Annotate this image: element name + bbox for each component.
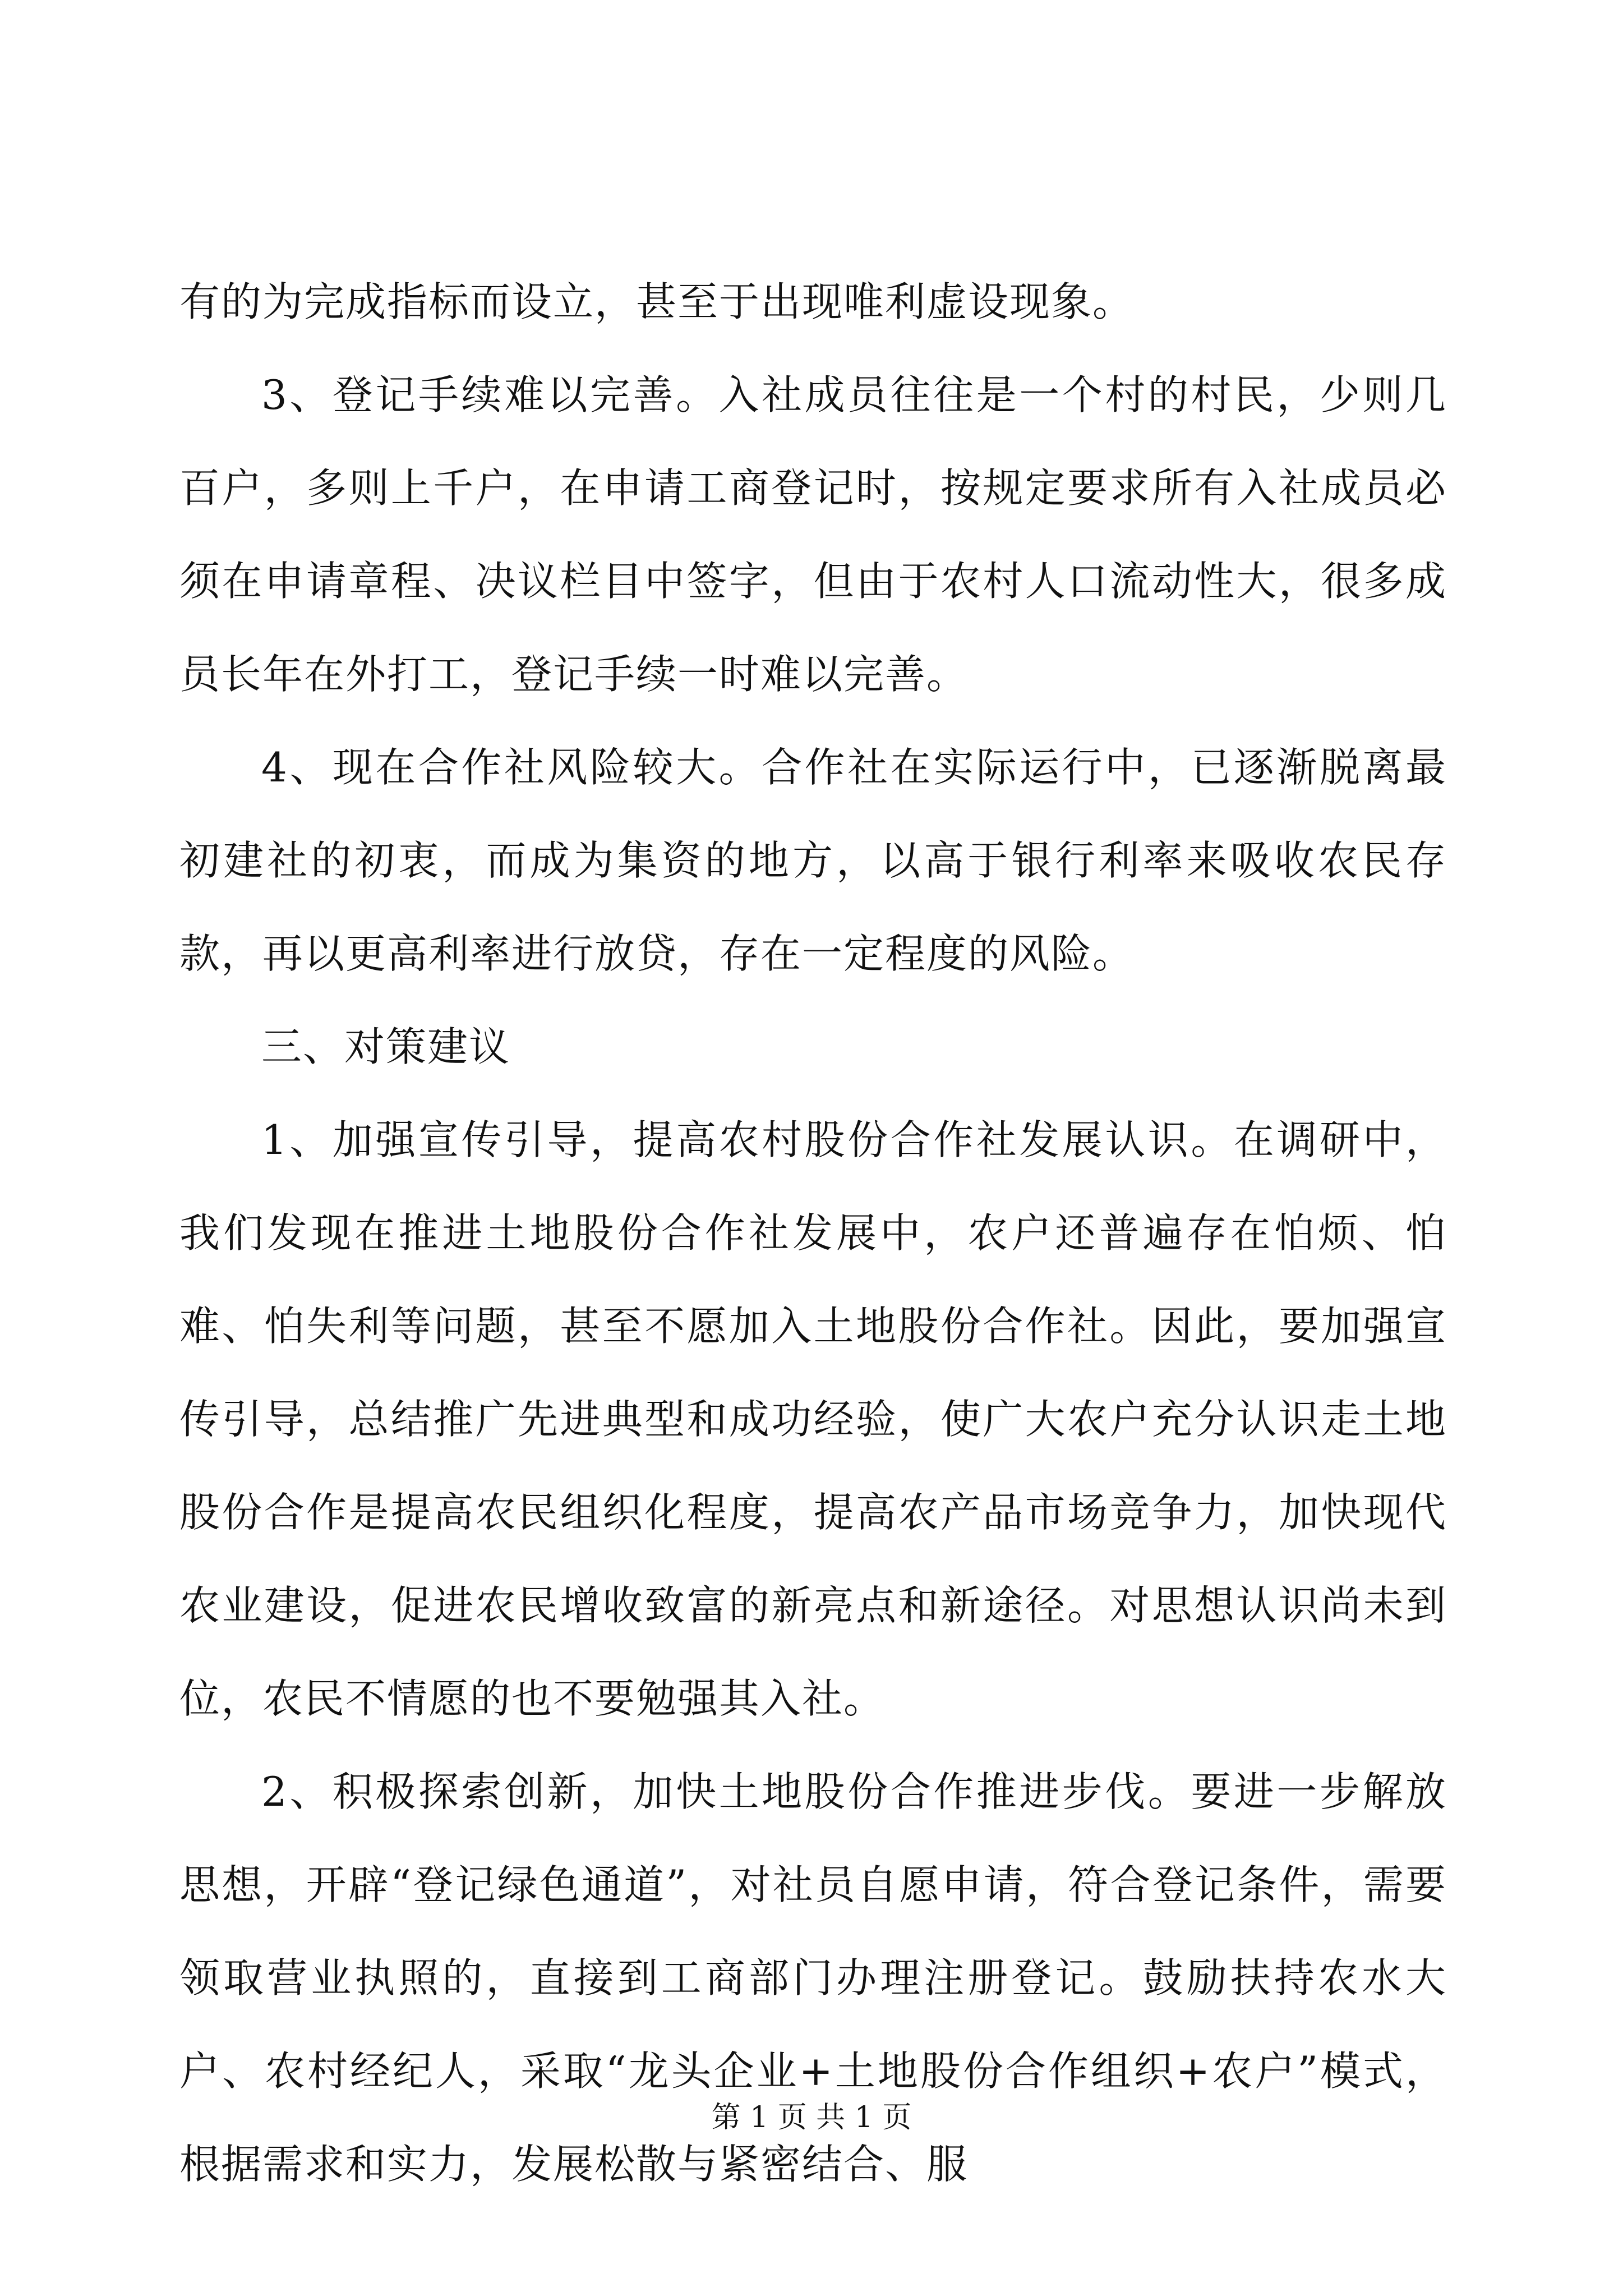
paragraph-continuation: 有的为完成指标而设立，甚至于出现唯利虚设现象。 [179,278,1135,325]
paragraph-cooperative-risk: 4、现在合作社风险较大。合作社在实际运行中，已逐渐脱离最初建社的初衷，而成为集资的地方，以高于银行利率来吸收农民存款，再以更高利率进行放贷，存在一定程度的风险。 [179,744,1447,977]
paragraph-explore-innovation: 2、积极探索创新，加快土地股份合作推进步伐。要进一步解放思想，开辟“登记绿色通道”，对社员自愿申请，符合登记条件，需要领取营业执照的，直接到工商部门办理注册登记。鼓励扶持农水大户、农村经纪人，采取“龙头企业+土地股份合作组织+农户”模式，根据需求和实力，发展松散与紧密结合、服 [179,1768,1447,2188]
section-heading-countermeasures: 三、对策建议 [261,1023,511,1070]
document-body [179,255,1447,2211]
paragraph-registration-issue: 3、登记手续难以完善。入社成员往往是一个村的村民，少则几百户，多则上千户，在申请工商登记时，按规定要求所有入社成员必须在申请章程、决议栏目中签字，但由于农村人口流动性大，很多成员长年在外打工，登记手续一时难以完善。 [179,371,1447,698]
page-footer [0,2098,1623,2137]
paragraph-publicity-guidance: 1、加强宣传引导，提高农村股份合作社发展认识。在调研中，我们发现在推进土地股份合作社发展中，农户还普遍存在怕烦、怕难、怕失利等问题，甚至不愿加入土地股份合作社。因此，要加强宣传引导，总结推广先进典型和成功经验，使广大农户充分认识走土地股份合作是提高农民组织化程度，提高农产品市场竞争力，加快现代农业建设，促进农民增收致富的新亮点和新途径。对思想认识尚未到位，农民不情愿的也不要勉强其入社。 [179,1116,1447,1722]
page-number-label: 第 1 页 共 1 页 [711,2101,912,2134]
